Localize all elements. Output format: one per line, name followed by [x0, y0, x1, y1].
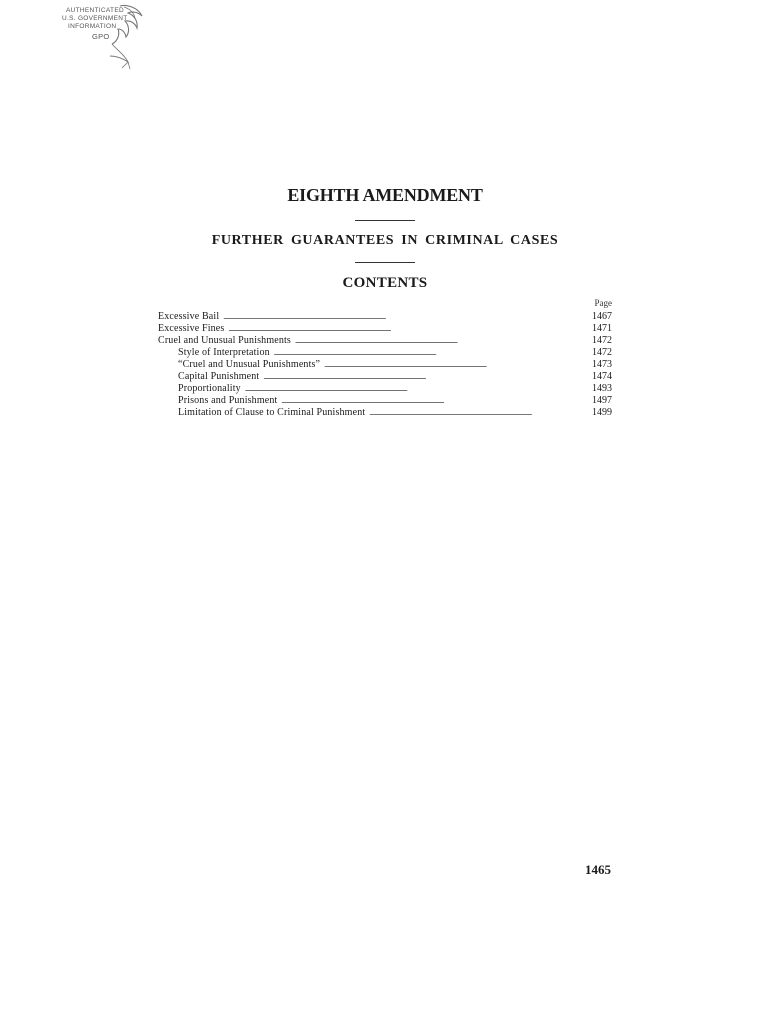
toc-entry-page: 1472 — [592, 335, 612, 346]
page-number: 1465 — [585, 862, 611, 877]
toc-entry-page: 1473 — [592, 359, 612, 370]
toc-entry-page: 1493 — [592, 383, 612, 394]
toc-entry-label: Cruel and Unusual Punishments — [158, 335, 291, 346]
toc-entry-label: Capital Punishment — [178, 371, 260, 382]
title-divider — [355, 220, 415, 221]
toc-entry-label: Proportionality — [178, 383, 241, 394]
toc-entry-label: “Cruel and Unusual Punishments” — [178, 359, 321, 370]
subtitle-divider — [355, 262, 415, 263]
toc-dot-leader — [369, 407, 582, 419]
seal-line-gpo: GPO — [92, 32, 110, 41]
gpo-authentication-seal — [62, 4, 148, 70]
toc-entry-page: 1467 — [592, 311, 612, 322]
toc-dot-leader — [274, 347, 582, 359]
toc-dot-leader — [245, 383, 582, 395]
seal-line-authenticated: AUTHENTICATED — [66, 7, 124, 14]
page-subtitle: FURTHER GUARANTEES IN CRIMINAL CASES — [211, 233, 559, 248]
toc-dot-leader — [324, 359, 582, 371]
toc-entry-page: 1497 — [592, 395, 612, 406]
toc-entry — [158, 371, 612, 383]
toc-entry — [158, 323, 612, 335]
toc-entry-label: Prisons and Punishment — [178, 395, 278, 406]
toc-dot-leader — [281, 395, 582, 407]
toc-entry-label: Excessive Fines — [158, 323, 225, 334]
toc-entry-page: 1471 — [592, 323, 612, 334]
contents-heading: CONTENTS — [342, 275, 428, 291]
toc-entry — [158, 311, 612, 323]
toc-entry — [158, 335, 612, 347]
seal-line-information: INFORMATION — [68, 23, 117, 30]
page-title: EIGHTH AMENDMENT — [287, 185, 483, 205]
toc-entry — [158, 383, 612, 395]
toc-entry — [158, 407, 612, 419]
toc-entry — [158, 359, 612, 371]
toc-dot-leader — [223, 311, 582, 323]
toc-dot-leader — [295, 335, 582, 347]
toc-entry-label: Limitation of Clause to Criminal Punishment — [178, 407, 366, 418]
toc-entry — [158, 347, 612, 359]
toc-entry-page: 1472 — [592, 347, 612, 358]
toc-entry-page: 1499 — [592, 407, 612, 418]
toc-entry-label: Excessive Bail — [158, 311, 220, 322]
toc-entry — [158, 395, 612, 407]
toc-dot-leader — [228, 323, 582, 335]
seal-line-government: U.S. GOVERNMENT — [62, 15, 128, 22]
toc-entry-label: Style of Interpretation — [178, 347, 270, 358]
toc-entry-page: 1474 — [592, 371, 612, 382]
table-of-contents — [158, 311, 612, 419]
page-column-label: Page — [594, 298, 612, 308]
toc-dot-leader — [263, 371, 582, 383]
